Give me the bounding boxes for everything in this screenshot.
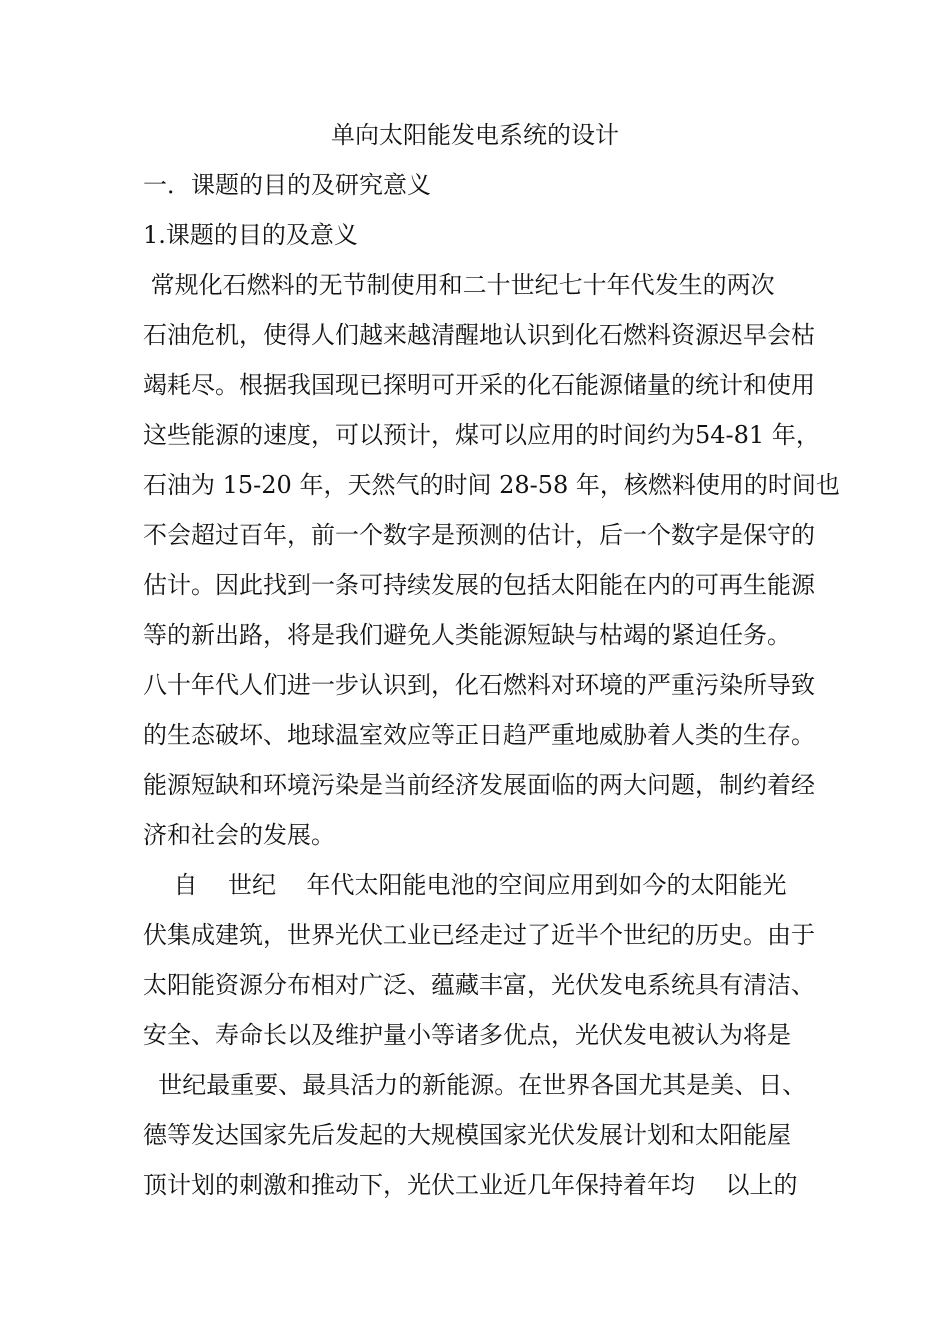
body-line: 安全、寿命长以及维护量小等诸多优点，光伏发电被认为将是 (143, 1021, 791, 1049)
body-line: 不会超过百年，前一个数字是预测的估计，后一个数字是保守的 (143, 521, 815, 549)
body-line: 的生态破坏、地球温室效应等正日趋严重地威胁着人类的生存。 (143, 721, 815, 749)
body-line: 石油为 15-20 年，天然气的时间 28-58 年，核燃料使用的时间也 (143, 471, 840, 499)
body-line: 太阳能资源分布相对广泛、蕴藏丰富，光伏发电系统具有清洁、 (143, 971, 815, 999)
document-title: 单向太阳能发电系统的设计 (331, 121, 619, 149)
body-line: 竭耗尽。根据我国现已探明可开采的化石能源储量的统计和使用 (143, 371, 815, 399)
body-line: 常规化石燃料的无节制使用和二十世纪七十年代发生的两次 (143, 271, 775, 299)
body-line: 顶计划的刺激和推动下，光伏工业近几年保持着年均 以上的 (143, 1171, 798, 1199)
section-heading: 一．课题的目的及研究意义 (143, 171, 431, 199)
body-line: 等的新出路，将是我们避免人类能源短缺与枯竭的紧迫任务。 (143, 621, 791, 649)
body-line: 世纪最重要、最具活力的新能源。在世界各国尤其是美、日、 (143, 1071, 807, 1099)
subsection-heading: 1.课题的目的及意义 (143, 221, 358, 249)
body-line: 伏集成建筑，世界光伏工业已经走过了近半个世纪的历史。由于 (143, 921, 815, 949)
body-line: 济和社会的发展。 (143, 821, 335, 849)
body-line: 石油危机，使得人们越来越清醒地认识到化石燃料资源迟早会枯 (143, 321, 815, 349)
body-line: 这些能源的速度，可以预计，煤可以应用的时间约为54-81 年， (143, 421, 820, 449)
body-line: 德等发达国家先后发起的大规模国家光伏发展计划和太阳能屋 (143, 1121, 791, 1149)
body-line: 八十年代人们进一步认识到，化石燃料对环境的严重污染所导致 (143, 671, 815, 699)
body-line: 估计。因此找到一条可持续发展的包括太阳能在内的可再生能源 (143, 571, 815, 599)
body-line: 自 世纪 年代太阳能电池的空间应用到如今的太阳能光 (143, 871, 787, 899)
body-line: 能源短缺和环境污染是当前经济发展面临的两大问题，制约着经 (143, 771, 815, 799)
